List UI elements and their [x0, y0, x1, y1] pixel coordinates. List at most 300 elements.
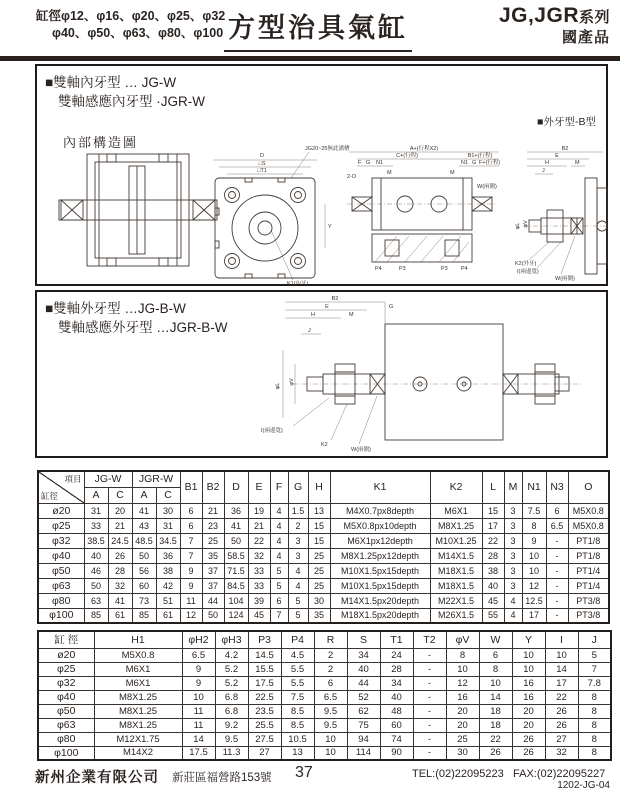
bore-cell: φ25	[38, 662, 94, 676]
value-cell: 32	[248, 548, 270, 563]
value-cell: 33	[248, 563, 270, 578]
column-header: L	[482, 471, 504, 503]
value-cell: -	[546, 608, 568, 623]
dim-j-label: J	[308, 328, 311, 334]
value-cell: 40	[380, 690, 413, 704]
section1-title-line1: ■雙軸內牙型 … JG-W	[45, 75, 177, 90]
value-cell: 63	[84, 593, 108, 608]
dim-m-label: M	[387, 170, 392, 176]
dim-e-label: E	[555, 153, 559, 159]
value-cell: 8	[446, 648, 479, 662]
value-cell: 26	[479, 746, 512, 760]
column-header: H1	[94, 631, 182, 648]
dim-n1-label: N1	[461, 160, 469, 166]
value-cell: 9.2	[215, 718, 248, 732]
value-cell: 10	[479, 676, 512, 690]
value-cell: 71.5	[224, 563, 248, 578]
value-cell: 6.8	[215, 704, 248, 718]
column-header: K1	[330, 471, 430, 503]
value-cell: 3	[504, 563, 522, 578]
column-header: φV	[446, 631, 479, 648]
value-cell: 17.5	[182, 746, 215, 760]
section2-title-line2: 雙軸感應外牙型 …JGR-B-W	[58, 320, 228, 335]
value-cell: 7.5	[522, 503, 546, 518]
value-cell: -	[546, 593, 568, 608]
value-cell: 7.8	[578, 676, 611, 690]
value-cell: 23	[202, 518, 224, 533]
value-cell: 16	[446, 690, 479, 704]
value-cell: 8	[578, 746, 611, 760]
value-cell: 25	[202, 533, 224, 548]
bore-cell: φ50	[38, 563, 84, 578]
column-header: B1	[180, 471, 202, 503]
table-row	[38, 676, 611, 690]
value-cell: 10	[314, 732, 347, 746]
value-cell: 5.5	[281, 676, 314, 690]
table-row	[38, 690, 611, 704]
value-cell: 22	[479, 732, 512, 746]
table1-body	[38, 503, 609, 623]
value-cell: 10	[512, 648, 545, 662]
value-cell: 15	[482, 503, 504, 518]
value-cell: 40	[347, 662, 380, 676]
fax-number: FAX:(02)22095227	[513, 768, 606, 780]
column-header: P3	[248, 631, 281, 648]
value-cell: 114	[347, 746, 380, 760]
side-view-dim-lines	[347, 152, 499, 262]
value-cell: PT3/8	[568, 593, 609, 608]
value-cell: 84.5	[224, 578, 248, 593]
dim-2o-label: 2-O	[347, 174, 357, 180]
section1-title-line2: 雙軸感應內牙型 ·JGR-W	[58, 94, 205, 109]
value-cell: -	[413, 746, 446, 760]
value-cell: 3	[504, 548, 522, 563]
value-cell: 25	[308, 563, 330, 578]
value-cell: -	[546, 533, 568, 548]
value-cell: 8	[578, 732, 611, 746]
value-cell: M18X1.5px20depth	[330, 608, 430, 623]
value-cell: 38	[156, 563, 180, 578]
internal-structure-drawing	[59, 154, 217, 266]
value-cell: 8	[578, 718, 611, 732]
w-both-sides-label: W(兩側)	[477, 184, 497, 190]
value-cell: 104	[224, 593, 248, 608]
bore-cell: φ63	[38, 718, 94, 732]
company-address: 新莊區福營路153號	[172, 772, 272, 784]
value-cell: -	[413, 732, 446, 746]
value-cell: 3	[288, 533, 308, 548]
value-cell: 19	[248, 503, 270, 518]
value-cell: 16	[512, 690, 545, 704]
dim-f-label: F	[358, 160, 362, 166]
value-cell: 22	[545, 690, 578, 704]
value-cell: 4.2	[215, 648, 248, 662]
table-row	[38, 732, 611, 746]
column-header: S	[347, 631, 380, 648]
bore-cell: φ32	[38, 533, 84, 548]
value-cell: 24.5	[108, 533, 132, 548]
column-header-jgw: JG-W	[84, 471, 132, 487]
value-cell: 50	[224, 533, 248, 548]
value-cell: 4	[270, 518, 288, 533]
value-cell: 4.5	[281, 648, 314, 662]
value-cell: 25.5	[248, 718, 281, 732]
front-view-body	[215, 178, 315, 278]
value-cell: 43	[132, 518, 156, 533]
value-cell: 50	[84, 578, 108, 593]
value-cell: 15.5	[248, 662, 281, 676]
value-cell: -	[413, 662, 446, 676]
value-cell: 34	[380, 676, 413, 690]
dim-m-label: M	[575, 160, 580, 166]
w-both-sides-label: W(兩側)	[351, 447, 371, 453]
value-cell: 17	[522, 608, 546, 623]
value-cell: PT1/4	[568, 578, 609, 593]
section2-title-line1: ■雙軸外牙型 …JG-B-W	[45, 301, 186, 316]
column-header: E	[248, 471, 270, 503]
value-cell: 37	[202, 578, 224, 593]
value-cell: M8X1.25	[94, 718, 182, 732]
value-cell: 44	[202, 593, 224, 608]
table-row	[38, 704, 611, 718]
bore-cell: φ80	[38, 732, 94, 746]
value-cell: 4	[288, 578, 308, 593]
bore-cell: φ100	[38, 746, 94, 760]
dim-g-label: G	[472, 160, 477, 166]
value-cell: 41	[108, 593, 132, 608]
value-cell: 10	[522, 563, 546, 578]
value-cell: PT3/8	[568, 608, 609, 623]
value-cell: 32	[545, 746, 578, 760]
column-header: K2	[430, 471, 482, 503]
value-cell: 9	[182, 676, 215, 690]
value-cell: 124	[224, 608, 248, 623]
bore-cell: φ32	[38, 676, 94, 690]
value-cell: 6	[180, 503, 202, 518]
value-cell: PT1/8	[568, 533, 609, 548]
dim-p4-label: P4	[375, 266, 382, 272]
origin-label: 國產品	[561, 29, 610, 46]
value-cell: M6X1px12depth	[330, 533, 430, 548]
bore-size-list	[36, 8, 225, 42]
dim-p3-label: P3	[399, 266, 406, 272]
corner-item-label: 項目	[64, 474, 82, 484]
side-view-body	[352, 178, 492, 262]
value-cell: 60	[132, 578, 156, 593]
value-cell: M4X0.7px8depth	[330, 503, 430, 518]
value-cell: -	[413, 690, 446, 704]
value-cell: -	[546, 578, 568, 593]
value-cell: 60	[380, 718, 413, 732]
value-cell: 26	[108, 548, 132, 563]
value-cell: 11	[182, 718, 215, 732]
table-row	[38, 746, 611, 760]
value-cell: M10X1.25	[430, 533, 482, 548]
value-cell: 85	[84, 608, 108, 623]
value-cell: 40	[84, 548, 108, 563]
dim-phil-label: φL	[275, 382, 281, 390]
value-cell: 4	[504, 593, 522, 608]
dim-phil-label: φL	[515, 222, 521, 230]
dim-m-label: M	[450, 170, 455, 176]
value-cell: 9	[182, 662, 215, 676]
value-cell: 24	[380, 648, 413, 662]
value-cell: 38.5	[84, 533, 108, 548]
value-cell: 12.5	[522, 593, 546, 608]
value-cell: 16	[512, 676, 545, 690]
column-subheader: A	[132, 487, 156, 503]
column-header: M	[504, 471, 522, 503]
bore-cell: φ63	[38, 578, 84, 593]
value-cell: 13	[281, 746, 314, 760]
column-header: T1	[380, 631, 413, 648]
value-cell: 34	[347, 648, 380, 662]
value-cell: 20	[108, 503, 132, 518]
value-cell: 75	[347, 718, 380, 732]
value-cell: 10	[512, 662, 545, 676]
section2-drawing	[237, 294, 607, 456]
value-cell: 11	[182, 704, 215, 718]
value-cell: M6X1	[430, 503, 482, 518]
value-cell: M12X1.75	[94, 732, 182, 746]
dim-e-label: E	[325, 304, 329, 310]
dim-phiv-label: φV	[523, 220, 529, 228]
i-width-label: I(兩邊寬)	[517, 269, 539, 275]
value-cell: 14	[182, 732, 215, 746]
page-number: 37	[295, 764, 313, 781]
value-cell: 38	[482, 563, 504, 578]
value-cell: 17.5	[248, 676, 281, 690]
value-cell: 8	[522, 518, 546, 533]
value-cell: 6	[479, 648, 512, 662]
value-cell: 5.5	[281, 662, 314, 676]
value-cell: 58.5	[224, 548, 248, 563]
value-cell: 22.5	[248, 690, 281, 704]
value-cell: 74	[380, 732, 413, 746]
column-header: D	[224, 471, 248, 503]
value-cell: 34.5	[156, 533, 180, 548]
value-cell: 40	[482, 578, 504, 593]
dim-b2-label: B2	[331, 296, 339, 302]
value-cell: 6.5	[546, 518, 568, 533]
bore-cell: φ80	[38, 593, 84, 608]
dim-f-stroke-label: F+(行程)	[479, 160, 501, 166]
series-name	[499, 6, 610, 28]
dim-d-label: D	[260, 153, 264, 159]
value-cell: 7.5	[281, 690, 314, 704]
column-header: φH3	[215, 631, 248, 648]
table2-header-row	[38, 631, 611, 648]
k1-internal-thread-label: K1(內牙)	[287, 281, 309, 286]
value-cell: 1.5	[288, 503, 308, 518]
table1-header-row1	[38, 471, 609, 487]
value-cell: 8	[578, 704, 611, 718]
value-cell: 30	[446, 746, 479, 760]
value-cell: 27.5	[248, 732, 281, 746]
dim-s-label: □S	[258, 161, 266, 167]
tel-number: TEL:(02)22095223	[412, 768, 504, 780]
dim-g-label: G	[366, 160, 371, 166]
value-cell: 12	[180, 608, 202, 623]
i-width-label: I(兩邊寬)	[261, 428, 283, 434]
value-cell: 25	[308, 548, 330, 563]
value-cell: 48.5	[132, 533, 156, 548]
column-subheader: C	[108, 487, 132, 503]
value-cell: 17	[482, 518, 504, 533]
value-cell: 17	[545, 676, 578, 690]
value-cell: 31	[156, 518, 180, 533]
section-external-thread	[35, 290, 608, 458]
value-cell: M8X1.25px12depth	[330, 548, 430, 563]
value-cell: 22	[248, 533, 270, 548]
value-cell: 36	[224, 503, 248, 518]
table-row	[38, 648, 611, 662]
value-cell: M5X0.8	[94, 648, 182, 662]
corner-bore-label: 缸徑	[41, 490, 59, 501]
doc-number: 1202-JG-04	[557, 780, 610, 791]
series-code: JG,JGR	[498, 4, 579, 27]
value-cell: 37	[202, 563, 224, 578]
value-cell: 20	[512, 718, 545, 732]
value-cell: -	[413, 704, 446, 718]
column-header: Y	[512, 631, 545, 648]
value-cell: M26X1.5	[430, 608, 482, 623]
value-cell: 94	[347, 732, 380, 746]
value-cell: M14X2	[94, 746, 182, 760]
table-row	[38, 518, 609, 533]
value-cell: 7	[180, 533, 202, 548]
bore-cell: ø20	[38, 503, 84, 518]
value-cell: 61	[108, 608, 132, 623]
value-cell: 14	[479, 690, 512, 704]
value-cell: 23.5	[248, 704, 281, 718]
value-cell: 8	[578, 690, 611, 704]
value-cell: 9	[180, 578, 202, 593]
value-cell: 27	[248, 746, 281, 760]
value-cell: 35	[308, 608, 330, 623]
column-header: G	[288, 471, 308, 503]
column-header: J	[578, 631, 611, 648]
value-cell: 10	[545, 648, 578, 662]
table-row	[38, 662, 611, 676]
value-cell: 7	[270, 608, 288, 623]
value-cell: M10X1.5px15depth	[330, 563, 430, 578]
bore-cell: φ25	[38, 518, 84, 533]
column-header: N1	[522, 471, 546, 503]
value-cell: 5.2	[215, 676, 248, 690]
dim-b1-stroke-label: B1+(行程)	[467, 153, 493, 159]
value-cell: -	[413, 676, 446, 690]
value-cell: 15	[308, 518, 330, 533]
dim-t1-label: □T1	[257, 168, 267, 174]
bore-cell: φ40	[38, 548, 84, 563]
column-header: P4	[281, 631, 314, 648]
value-cell: M5X0.8	[568, 503, 609, 518]
dim-p3-label: P3	[441, 266, 448, 272]
value-cell: 28	[380, 662, 413, 676]
value-cell: 3	[504, 518, 522, 533]
dim-c-stroke-label: C+(行程)	[396, 153, 418, 159]
w-both-sides-label: W(兩側)	[555, 276, 575, 282]
value-cell: 22	[482, 533, 504, 548]
value-cell: 4	[270, 548, 288, 563]
dim-h-label: H	[311, 312, 315, 318]
page-title: 方型治具氣缸	[224, 6, 412, 52]
value-cell: 10	[314, 746, 347, 760]
series-block	[499, 6, 610, 48]
value-cell: 32	[108, 578, 132, 593]
value-cell: M18X1.5	[430, 578, 482, 593]
value-cell: 51	[156, 593, 180, 608]
value-cell: 50	[132, 548, 156, 563]
value-cell: M18X1.5	[430, 563, 482, 578]
dimension-table-2	[37, 630, 612, 761]
value-cell: 6	[546, 503, 568, 518]
section-internal-thread	[35, 64, 608, 286]
dim-h-label: H	[545, 160, 549, 166]
value-cell: 9.5	[314, 704, 347, 718]
value-cell: 5	[578, 648, 611, 662]
value-cell: 2	[288, 518, 308, 533]
front-view-drawing	[213, 144, 350, 286]
value-cell: 2	[314, 662, 347, 676]
value-cell: 26	[512, 746, 545, 760]
value-cell: 6.5	[314, 690, 347, 704]
column-subheader: C	[156, 487, 180, 503]
value-cell: M8X1.25	[430, 518, 482, 533]
value-cell: M6X1	[94, 676, 182, 690]
external-thread-b-type-label: ■外牙型-B型	[537, 116, 596, 128]
value-cell: -	[546, 563, 568, 578]
value-cell: 6	[314, 676, 347, 690]
value-cell: 55	[482, 608, 504, 623]
dim-n1-label: N1	[376, 160, 384, 166]
value-cell: 7	[578, 662, 611, 676]
value-cell: 56	[132, 563, 156, 578]
value-cell: 28	[482, 548, 504, 563]
value-cell: 31	[84, 503, 108, 518]
bore-cell: φ40	[38, 690, 94, 704]
value-cell: 62	[347, 704, 380, 718]
table-row	[38, 593, 609, 608]
k2-label: K2	[321, 442, 328, 448]
value-cell: 11.3	[215, 746, 248, 760]
value-cell: PT1/8	[568, 548, 609, 563]
value-cell: 3	[504, 578, 522, 593]
value-cell: 21	[202, 503, 224, 518]
value-cell: 10	[522, 548, 546, 563]
value-cell: M14X1.5	[430, 548, 482, 563]
value-cell: 35	[202, 548, 224, 563]
value-cell: 4	[504, 608, 522, 623]
column-header: T2	[413, 631, 446, 648]
value-cell: 45	[248, 608, 270, 623]
value-cell: 26	[545, 718, 578, 732]
column-header: F	[270, 471, 288, 503]
value-cell: -	[546, 548, 568, 563]
value-cell: 20	[446, 718, 479, 732]
value-cell: 5.2	[215, 662, 248, 676]
value-cell: 4	[270, 503, 288, 518]
column-header: I	[545, 631, 578, 648]
value-cell: 3	[288, 548, 308, 563]
dim-a-stroke-label: A+(行程X2)	[409, 146, 439, 152]
side-view-drawing	[347, 144, 500, 272]
value-cell: 6	[180, 518, 202, 533]
value-cell: 39	[248, 593, 270, 608]
value-cell: 27	[545, 732, 578, 746]
table-row	[38, 533, 609, 548]
